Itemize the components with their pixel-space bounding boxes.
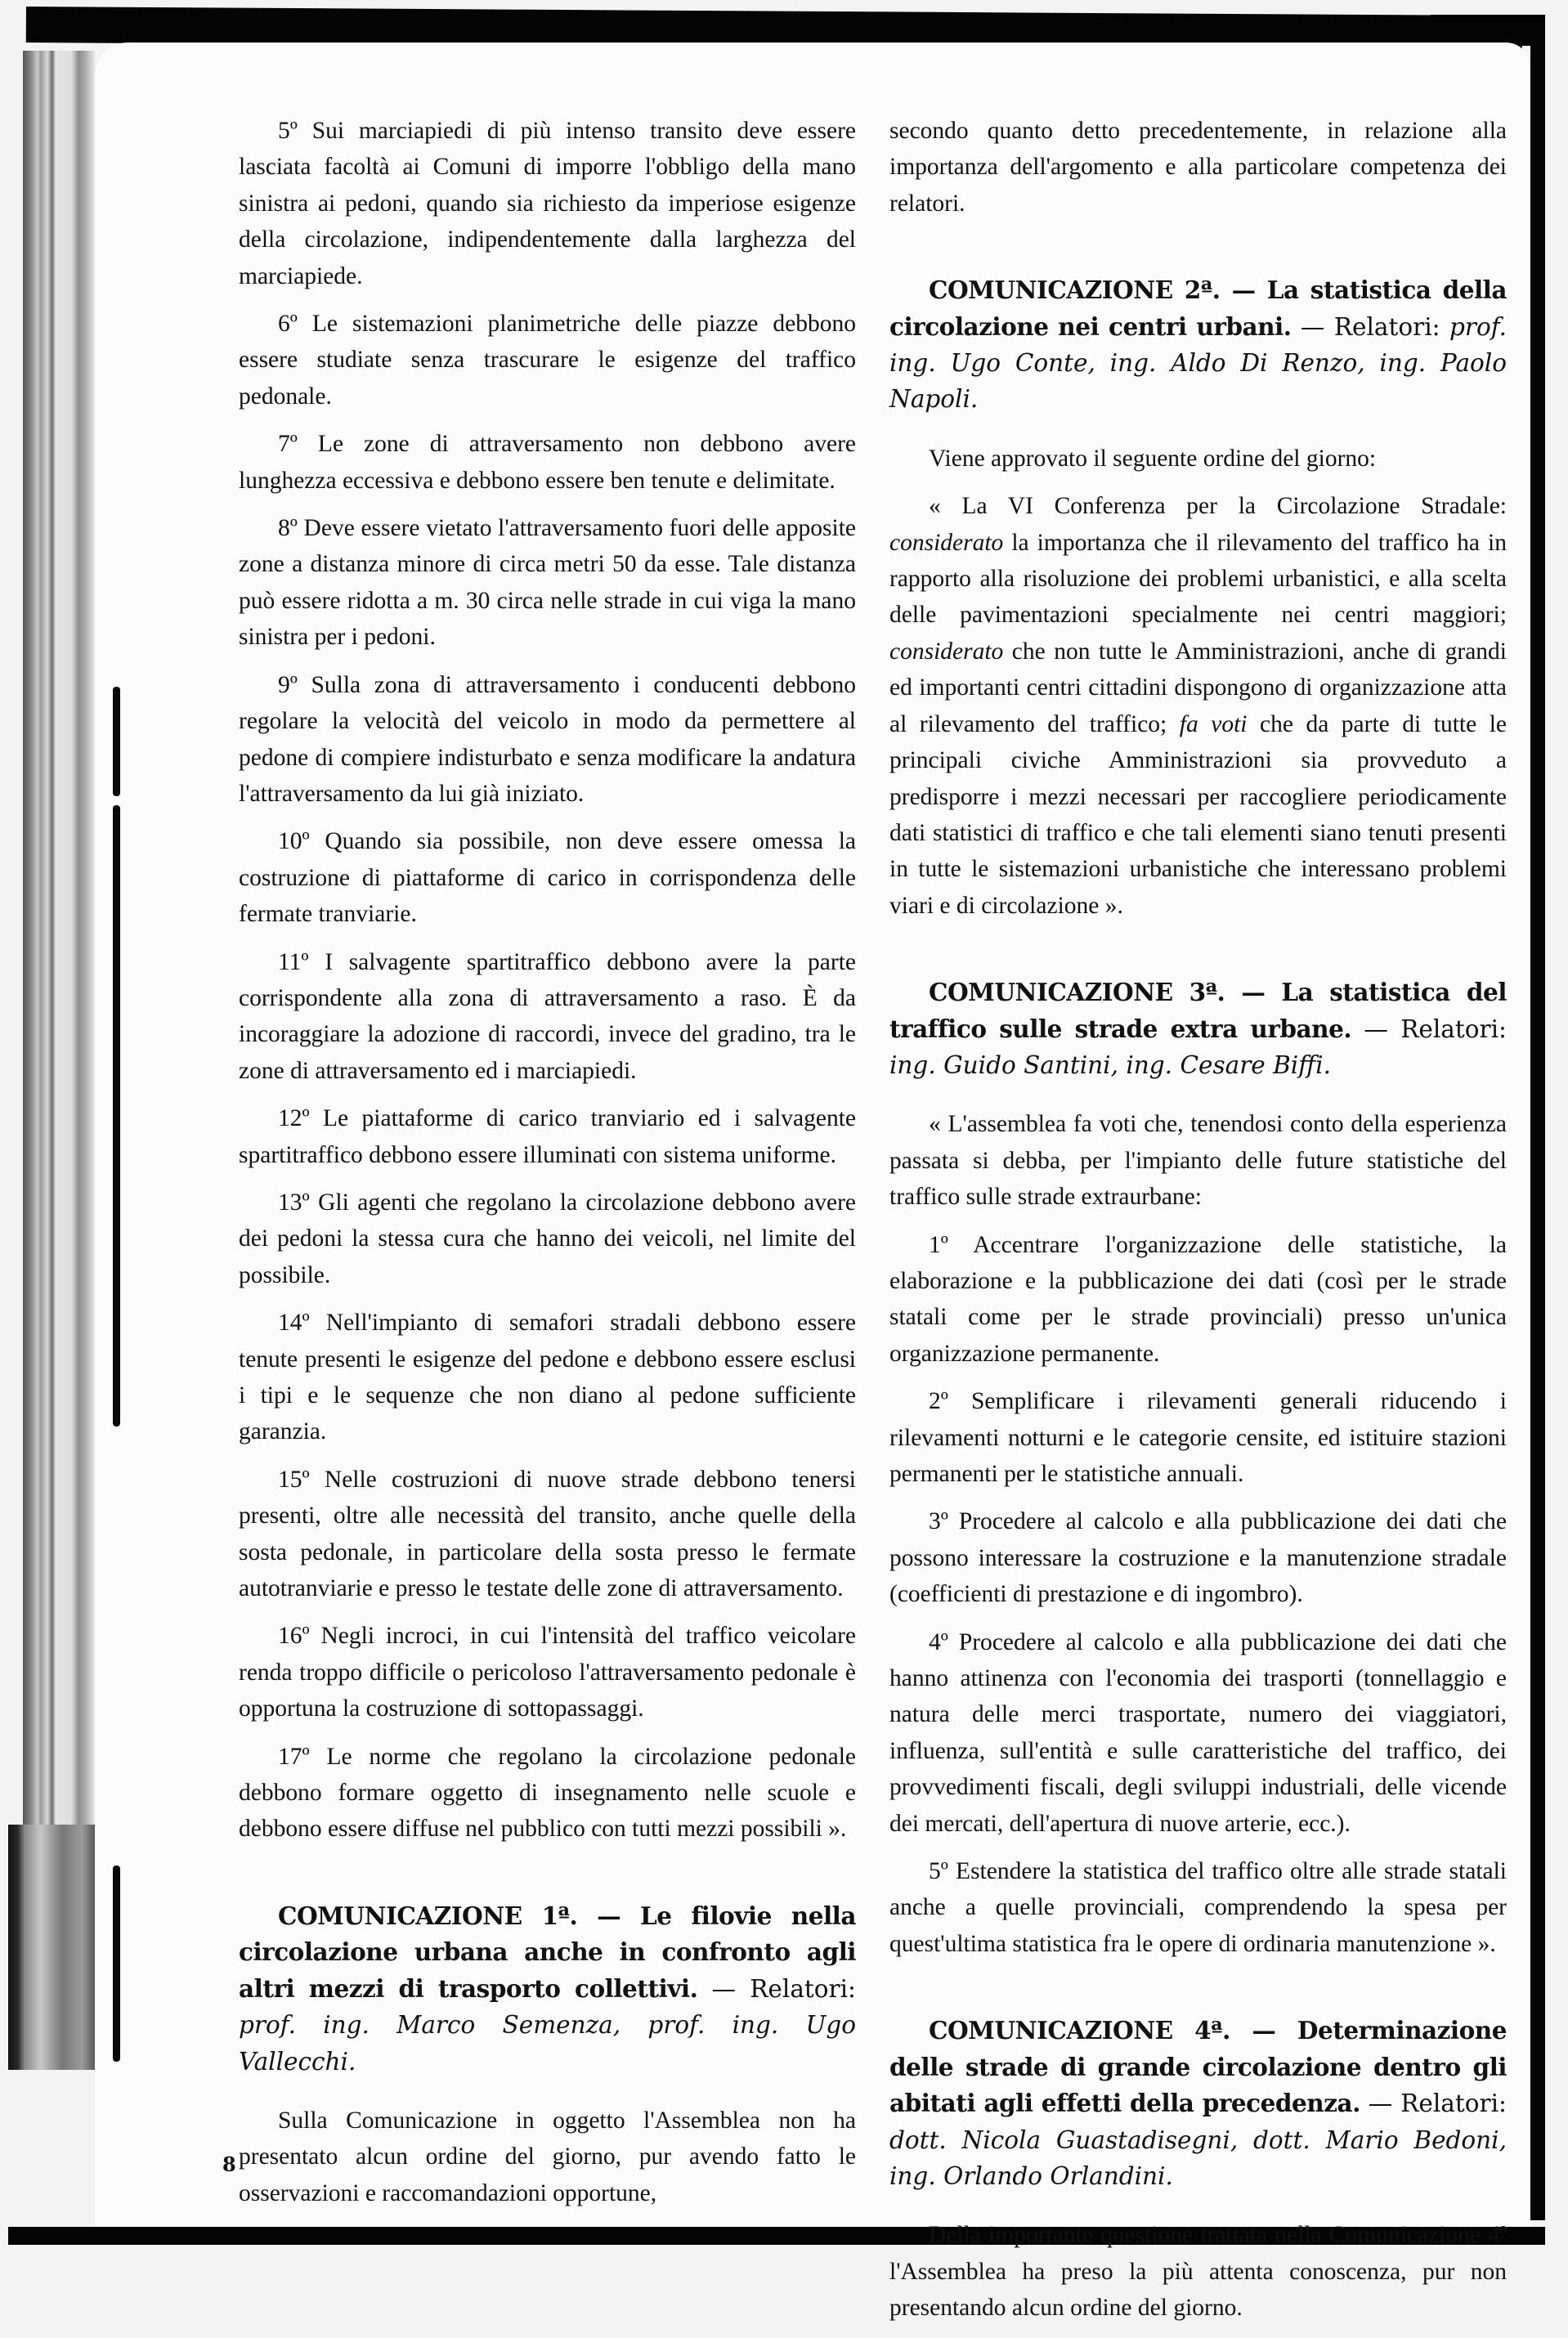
paragraph xyxy=(889,488,1507,924)
paragraph xyxy=(889,2217,1507,2326)
paragraph xyxy=(239,306,856,414)
text-run: secondo quanto detto precedentemente, in relazione alla importanza dell'argomento e alla particolare competenza dei relatori. xyxy=(889,118,1507,217)
text-run: 13º Gli agenti che regolano la circolazione debbono avere dei pedoni la stessa cura che hanno dei veicoli, nel limite del possibile. xyxy=(239,1189,856,1288)
book-binding xyxy=(23,51,95,1825)
text-run: 3º Procedere al calcolo e alla pubblicazione dei dati che possono interessare la costruzione e la manutenzione stradale (coefficienti di prestazione e di ingombro). xyxy=(889,1508,1507,1608)
paragraph xyxy=(889,1853,1507,1962)
bold-run: COMUNICAZIONE 4ª. — Determinazione delle strade di grande circolazione dentro gli abitati agli effetti della precedenza. xyxy=(889,2016,1507,2118)
text-run: la importanza che il rilevamento del traffico ha in rapporto alla risoluzione dei problemi urbanistici, e alla scelta delle pavimentazioni specialmente nei centri maggiori; xyxy=(889,529,1507,629)
text-run: che da parte di tutte le principali civiche Amministrazioni sia provveduto a predisporre i mezzi necessari per raccogliere periodicamente dati statistici di traffico e che tali elementi siano tenuti presenti in tutte le sistemazioni urbanistiche che interessano problemi viari e di circolazione ». xyxy=(889,710,1507,919)
paragraph xyxy=(889,1503,1507,1612)
text-run: 8º Deve essere vietato l'attraversamento fuori delle apposite zone a distanza minore di circa metri 50 da esse. Tale distanza può essere ridotta a m. 30 circa nelle strade in cui viga la mano sinistra per i pedoni. xyxy=(239,515,856,651)
text-run: 7º Le zone di attraversamento non debbono avere lunghezza eccessiva e debbono essere ben tenute e delimitate. xyxy=(239,431,856,494)
italic-run: prof. ing. Ugo Conte, ing. Aldo Di Renzo, ing. Paolo Napoli. xyxy=(889,312,1508,414)
section-heading xyxy=(889,974,1507,1083)
left-text-column xyxy=(239,113,856,2223)
paragraph xyxy=(889,441,1507,477)
italic-run: dott. Nicola Guastadisegni, dott. Mario Bedoni, ing. Orlando Orlandini. xyxy=(889,2125,1507,2190)
text-run: 12º Le piattaforme di carico tranviario ed i salvagente spartitraffico debbono essere illuminati con sistema uniforme. xyxy=(239,1105,856,1168)
paragraph xyxy=(239,1462,856,1607)
paragraph xyxy=(239,1100,856,1173)
paragraph xyxy=(239,1305,856,1450)
text-run: — Relatori: xyxy=(1351,1014,1507,1043)
text-run: 11º I salvagente spartitraffico debbono avere la parte corrispondente alla zona di attraversamento a raso. È da incoraggiare la adozione di raccordi, invece del gradino, tra le zone di attraversamento ed i marciapiedi. xyxy=(239,948,856,1084)
section-heading xyxy=(239,1898,856,2080)
text-run: che non tutte le Amministrazioni, anche di grandi ed importanti centri cittadini dispongono di organizzazione atta al rilevamento del traffico; xyxy=(889,638,1507,737)
text-run: 6º Le sistemazioni planimetriche delle piazze debbono essere studiate senza trascurare le esigenze del traffico pedonale. xyxy=(239,311,856,410)
section-heading xyxy=(889,2013,1507,2194)
text-run: 9º Sulla zona di attraversamento i conducenti debbono regolare la velocità del veicolo in modo da permettere al pedone di compiere indisturbato e senza modificare la andatura l'attraversamento da lui già iniziato. xyxy=(239,671,856,807)
text-run: 2º Semplificare i rilevamenti generali riducendo i rilevamenti notturni e le categorie censite, ed istituire stazioni permanenti per le statistiche annuali. xyxy=(889,1388,1507,1487)
paragraph xyxy=(239,1739,856,1848)
paragraph xyxy=(239,1185,856,1293)
text-run: 5º Estendere la statistica del traffico oltre alle strade statali anche a quelle provinciali, comprendendo la spesa per quest'ultima statistica fra le opere di ordinaria manutenzione ». xyxy=(889,1858,1507,1957)
paragraph xyxy=(239,426,856,499)
paragraph xyxy=(239,113,856,294)
text-run: Viene approvato il seguente ordine del giorno: xyxy=(929,445,1377,472)
text-run: 10º Quando sia possibile, non deve essere omessa la costruzione di piattaforme di carico in corrispondenza delle fermate tranviarie. xyxy=(239,828,856,928)
paragraph xyxy=(239,667,856,813)
scan-frame-right xyxy=(1530,46,1545,2220)
text-run: 14º Nell'impianto di semafori stradali debbono essere tenute presenti le esigenze del pedone e debbono essere esclusi i tipi e le sequenze che non diano al pedone sufficiente garanzia. xyxy=(239,1310,856,1445)
margin-mark xyxy=(113,687,120,796)
text-run: — Relatori: xyxy=(1360,2089,1507,2118)
margin-mark xyxy=(113,805,120,1427)
text-run: Sulla Comunicazione in oggetto l'Assemblea non ha presentato alcun ordine del giorno, pur avendo fatto le osservazioni e raccomandazioni opportune, xyxy=(239,2107,856,2206)
scan-frame-tab xyxy=(1431,15,1545,46)
text-run: — Relatori: xyxy=(697,1974,856,2003)
paragraph xyxy=(889,1106,1507,1215)
italic-run: considerato xyxy=(889,638,1004,665)
text-run: 15º Nelle costruzioni di nuove strade debbono tenersi presenti, oltre alle necessità del transito, anche quelle della sosta pedonale, in particolare della sosta presso le fermate autotranviarie e presso le testate delle zone di attraversamento. xyxy=(239,1466,856,1602)
bold-run: COMUNICAZIONE 2ª. — La statistica della circolazione nei centri urbani. xyxy=(889,275,1507,341)
paragraph xyxy=(239,2103,856,2211)
text-run: 5º Sui marciapiedi di più intenso transito deve essere lasciata facoltà ai Comuni di imporre l'obbligo della mano sinistra ai pedoni, quando sia richiesto da imperiose esigenze della circolazione, indipendentemente dalla larghezza del marciapiede. xyxy=(239,118,856,289)
text-run: « L'assemblea fa voti che, tenendosi conto della esperienza passata si debba, per l'impianto delle future statistiche del traffico sulle strade extraurbane: xyxy=(889,1111,1507,1211)
text-run: 1º Accentrare l'organizzazione delle statistiche, la elaborazione e la pubblicazione dei dati (così per le strade statali come per le strade provinciali) presso un'unica organizzazione permanente. xyxy=(889,1231,1507,1367)
text-run: — Relatori: xyxy=(1291,312,1450,341)
italic-run: prof. ing. Marco Semenza, prof. ing. Ugo Vallecchi. xyxy=(239,2011,856,2076)
paragraph xyxy=(239,510,856,656)
paragraph xyxy=(889,1624,1507,1842)
text-run: Della importante questione trattata nella Comunicazione 4ª l'Assemblea ha preso la più attenta conoscenza, pur non presentando alcun ordine del giorno. xyxy=(889,2222,1507,2322)
italic-run: considerato xyxy=(889,529,1004,556)
paragraph xyxy=(889,113,1507,222)
text-run: « La VI Conferenza per la Circolazione Stradale: xyxy=(929,493,1507,520)
right-text-column xyxy=(889,113,1507,2338)
paragraph xyxy=(239,823,856,932)
bold-run: COMUNICAZIONE 1ª. — Le filovie nella circolazione urbana anche in confronto agli altri mezzi di trasporto collettivi. xyxy=(239,1901,856,2003)
text-run: 4º Procedere al calcolo e alla pubblicazione dei dati che hanno attinenza con l'economia dei trasporti (tonnellaggio e natura delle merci trasportate, numero dei viaggiatori, influenza, sull'entità e sulle caratteristiche del traffico, dei provvedimenti fiscali, degli sviluppi industriali, delle vicende dei mercati, dell'apertura di nuove arterie, ecc.). xyxy=(889,1628,1507,1837)
paragraph xyxy=(239,944,856,1090)
italic-run: ing. Guido Santini, ing. Cesare Biffi. xyxy=(889,1050,1331,1079)
italic-run: fa voti xyxy=(1179,710,1248,737)
text-run: 16º Negli incroci, in cui l'intensità del traffico veicolare renda troppo difficile o pericoloso l'attraversamento pedonale è opportuna la costruzione di sottopassaggi. xyxy=(239,1623,856,1722)
section-heading xyxy=(889,272,1507,418)
bold-run: COMUNICAZIONE 3ª. — La statistica del traffico sulle strade extra urbane. xyxy=(889,978,1507,1043)
paragraph xyxy=(239,1618,856,1727)
margin-mark xyxy=(113,1865,120,2062)
page-number: 8 xyxy=(222,2152,236,2176)
paragraph xyxy=(889,1227,1507,1373)
paragraph xyxy=(889,1383,1507,1492)
text-run: 17º Le norme che regolano la circolazione pedonale debbono formare oggetto di insegnamento nelle scuole e debbono essere diffuse nel pubblico con tutti mezzi possibili ». xyxy=(239,1743,856,1843)
